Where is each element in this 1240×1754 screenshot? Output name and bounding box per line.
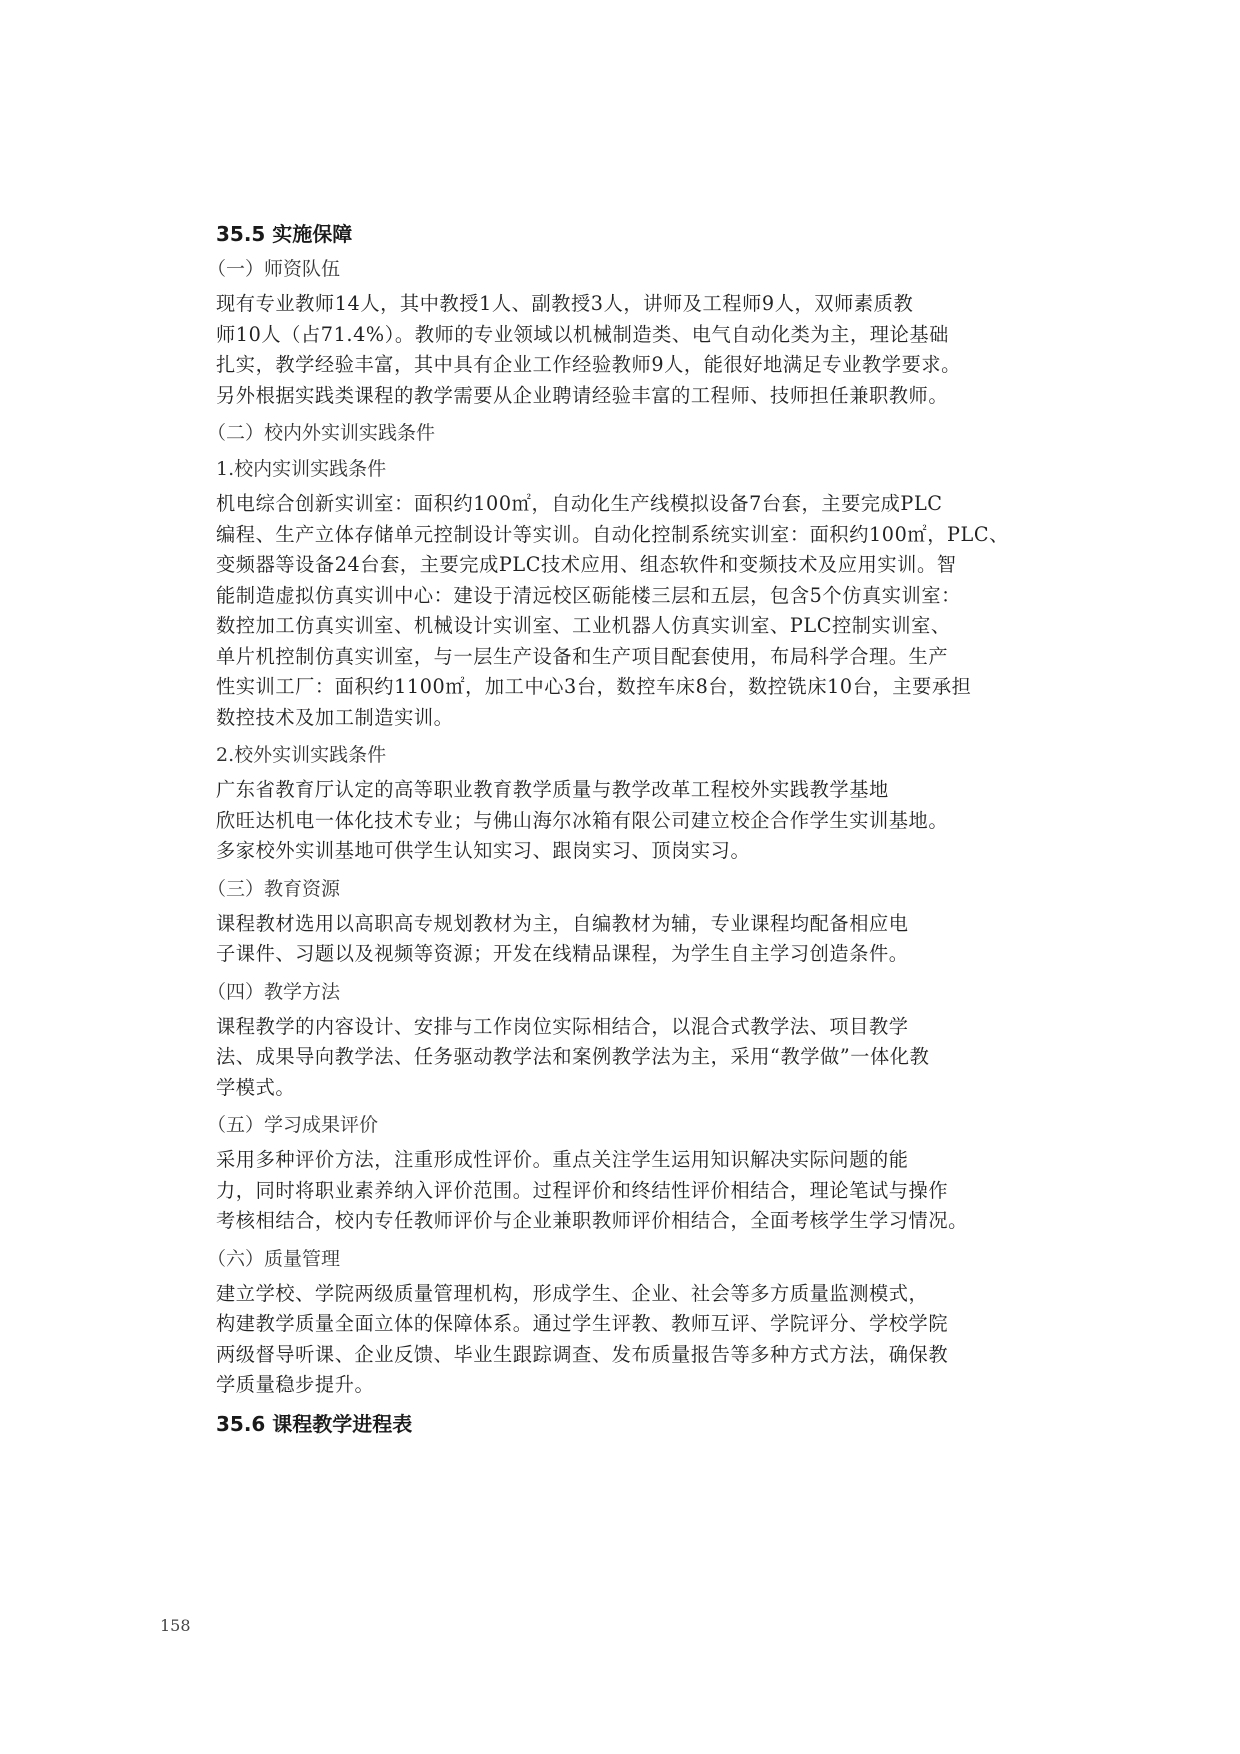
text-line: 学质量稳步提升。	[216, 1373, 375, 1396]
external-training-heading: 2.校外实训实践条件	[216, 744, 387, 766]
faculty-paragraph	[186, 289, 1091, 411]
text-line: 数控技术及加工制造实训。	[216, 705, 454, 729]
text-line: 考核相结合，校内专任教师评价与企业兼职教师评价相结合，全面考核学生学习情况。	[216, 1209, 968, 1232]
text-line: 广东省教育厅认定的高等职业教育教学质量与教学改革工程校外实践教学基地	[216, 778, 889, 801]
text-line: 法、成果导向教学法、任务驱动教学法和案例教学法为主，采用“教学做”一体化教	[216, 1045, 930, 1068]
text-line: 课程教材选用以高职高专规划教材为主，自编教材为辅，专业课程均配备相应电	[216, 911, 909, 935]
methods-heading: （四）教学方法	[207, 980, 341, 1003]
text-line: 编程、生产立体存储单元控制设计等实训。自动化控制系统实训室：面积约100㎡，PLC、	[216, 522, 1009, 546]
text-line: 采用多种评价方法，注重形成性评价。重点关注学生运用知识解决实际问题的能	[216, 1148, 909, 1171]
text-line: 变频器等设备24台套，主要完成PLC技术应用、组态软件和变频技术及应用实训。智	[216, 553, 957, 576]
text-line: 扎实，教学经验丰富，其中具有企业工作经验教师9人，能很好地满足专业教学要求。	[216, 353, 961, 376]
text-line: 欣旺达机电一体化技术专业；与佛山海尔冰箱有限公司建立校企合作学生实训基地。	[216, 808, 949, 832]
text-line: 力，同时将职业素养纳入评价范围。过程评价和终结性评价相结合，理论笔试与操作	[216, 1178, 949, 1202]
evaluation-heading: （五）学习成果评价	[207, 1114, 379, 1136]
resources-heading: （三）教育资源	[207, 877, 341, 900]
text-line: 机电综合创新实训室：面积约100㎡，自动化生产线模拟设备7台套，主要完成PLC	[216, 492, 943, 515]
text-line: 建立学校、学院两级质量管理机构，形成学生、企业、社会等多方质量监测模式，	[216, 1281, 929, 1305]
external-training-paragraph	[186, 775, 1091, 867]
text-line: 两级督导听课、企业反馈、毕业生跟踪调查、发布质量报告等多种方式方法，确保教	[216, 1342, 949, 1366]
methods-paragraph	[186, 1012, 1091, 1104]
text-line: 构建教学质量全面立体的保障体系。通过学生评教、教师互评、学院评分、学校学院	[216, 1312, 949, 1335]
text-line: 子课件、习题以及视频等资源；开发在线精品课程，为学生自主学习创造条件。	[216, 942, 909, 965]
page-number: 158	[160, 1616, 191, 1635]
text-line: 师10人（占71.4%）。教师的专业领域以机械制造类、电气自动化类为主，理论基础	[216, 322, 949, 346]
section-35-6-title: 35.6 课程教学进程表	[216, 1411, 413, 1436]
text-line: 另外根据实践类课程的教学需要从企业聘请经验丰富的工程师、技师担任兼职教师。	[216, 383, 949, 407]
training-heading: （二）校内外实训实践条件	[207, 422, 436, 444]
section-35-5-title: 35.5 实施保障	[216, 222, 353, 246]
evaluation-paragraph	[186, 1145, 1091, 1237]
faculty-heading: （一）师资队伍	[207, 258, 341, 280]
resources-paragraph	[186, 909, 1091, 970]
quality-paragraph	[186, 1279, 1091, 1401]
internal-training-heading: 1.校内实训实践条件	[216, 458, 387, 480]
text-line: 能制造虚拟仿真实训中心：建设于清远校区砺能楼三层和五层，包含5个仿真实训室：	[216, 583, 961, 607]
text-line: 课程教学的内容设计、安排与工作岗位实际相结合，以混合式教学法、项目教学	[216, 1014, 909, 1038]
text-line: 性实训工厂：面积约1100㎡，加工中心3台，数控车床8台，数控铣床10台，主要承担	[216, 675, 972, 698]
text-line: 现有专业教师14人，其中教授1人、副教授3人，讲师及工程师9人，双师素质教	[216, 292, 914, 315]
text-line: 学模式。	[216, 1075, 296, 1099]
internal-training-paragraph	[186, 489, 1091, 733]
quality-heading: （六）质量管理	[207, 1247, 341, 1270]
text-line: 多家校外实训基地可供学生认知实习、跟岗实习、顶岗实习。	[216, 839, 751, 862]
text-line: 数控加工仿真实训室、机械设计实训室、工业机器人仿真实训室、PLC控制实训室、	[216, 614, 951, 637]
text-line: 单片机控制仿真实训室，与一层生产设备和生产项目配套使用，布局科学合理。生产	[216, 644, 949, 668]
page-content	[186, 217, 1091, 1441]
